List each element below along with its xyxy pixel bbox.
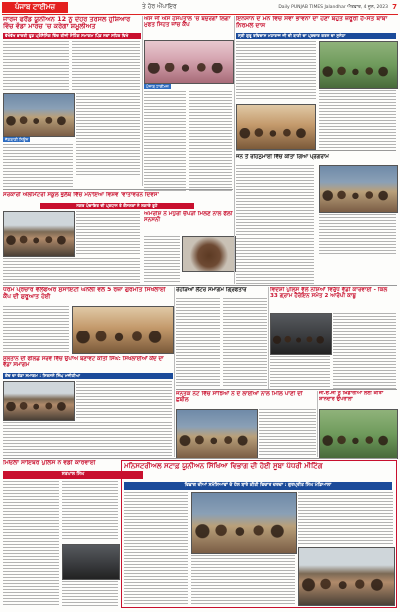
article-1-body-col3 (76, 93, 140, 175)
byline: ਜੱਗਬਾਣੀ ਨਿਊਜ਼ (5, 137, 29, 142)
article-1-headline: ਜਾਰਜ ਫਰੈਂਡ ਯੂਨੀਅਨ 12 ਨੂੰ ਦੋਹਰ ਤਰਸਲ ਹੁਸ਼ਿਆਰ ਵਿੱਚ ਵੱਡਾ ਮਾਰਚ 'ਚ ਕਰੇਗਾ ਸ਼ਮੂਲੀਅਤ (3, 16, 131, 31)
article-14-banner: ਵਿਭਾਗ ਦੀਆਂ ਸਮੱਸਿਆਵਾਂ ਦੇ ਹੱਲ ਬਾਰੇ ਕੀਤੀ ਵਿਚਾਰ ਚਰਚਾ : ਗੁਰਪ੍ਰੀਤ ਸਿੰਘ ਮੰਡਿਆਲਾ (124, 482, 392, 490)
article-1-body-col4 (3, 144, 73, 188)
article-10-headline: ਸੁਲਤਾਨ ਦੀ ਫੀਲਡ ਸਰਵੇ ਵਿੱਚ ਉਪਾਅ ਬਣਾਵਟ ਕੀਤੀ ਸਿੰਘ: ਸਿਖਲਾਈਆਂ ਕੇਂਦ ਦਾ ਵੱਡਾ ਸਮਾਗਮ (3, 356, 164, 369)
article-6-body-col2 (319, 214, 396, 254)
article-4-body (76, 211, 140, 255)
article-3-body-col2 (319, 90, 396, 148)
article-3-headline: ਇਨਸਾਨ ਦੇ ਮਨ ਵਿੱਚ ਸੇਵਾ ਭਾਵਨਾ ਦਾ ਹੋਣਾ ਬਹੁਤ ਜ਼ਰੂਰੀ ਹੈ-ਸੰਤ ਬਾਬਾ ਨਿਰਮਲ ਦਾਸ (236, 16, 388, 29)
article-10-subhead: ਕੇਂਦ ਦਾ ਵੱਡਾ ਸਮਾਗਮ : ਸਿਰਸਨੇ ਸਿੰਘ ਮਜੀਠੀਆ (3, 373, 173, 379)
article-2-headline: ਐਸ ਜੀ ਐਸ ਹਸਪਤਾਲ 'ਚ ਬਜ਼ੁਰਗਾਂ ਲਿਗਾ ਮੁਫਤ ਸਿਹਤ ਜਾਂਚ ਕੈਂਪ (144, 16, 231, 29)
article-1-body-col2 (72, 41, 140, 91)
article-5-body (144, 236, 180, 284)
article-13-body (3, 481, 59, 607)
article-7-body (3, 306, 69, 352)
article-9-body (333, 313, 396, 389)
article-8-headline: ਰੇਹੜਿਆਂ ਲੈਂਟਰ ਸਮਾਗਮ ਗ੍ਰਿਫਤਾਰ (176, 287, 247, 293)
article-12-headline: ਜੀ.ਓ.ਜੀ ਨੂੰ ਖ਼ਿਡਾਰੀਆਂ ਲਈ ਕੀਤਾ ਸ਼ਾਨਦਾਰ ਉਪਰਾਲਾ (319, 391, 384, 402)
article-14-photo-2 (298, 547, 395, 606)
article-8-body (176, 298, 220, 388)
article-4-headline: ਸਰਕਾਰੀ ਐਲੀਮੈਂਟਰੀ ਸਕੂਲ ਭੁਲੱਥ ਵਿੱਚ ਮਨਾਇਆ ਵਿਸ਼ਵ 'ਵਾਤਾਵਰਨ ਦਿਵਸ' (3, 192, 160, 198)
article-13-body-col2 (62, 481, 118, 541)
article-3-subhead: ਸ੍ਰੀ ਗੁਰੂ ਰਵਿਦਾਸ ਮਹਾਰਾਜ ਜੀ ਦੀ ਬਾਣੀ ਦਾ ਪ੍ਰਚਾਰ ਕਰਨ ਦਾ ਸੁਨੇਹਾ (236, 33, 396, 39)
article-13-body-col3 (62, 581, 118, 607)
article-10-body (76, 381, 172, 419)
article-5-photo (182, 236, 236, 272)
article-11-body (259, 409, 316, 457)
article-6-body (236, 165, 314, 235)
article-13-banner: ਸਤਪਾਲ ਸਿੰਘ (3, 471, 143, 479)
article-2-body (144, 91, 186, 191)
page-header (2, 2, 398, 15)
section-label: ਤੇ ਹੋਰ ਐਂਪਾਇਰ (142, 3, 177, 10)
article-12-photo (319, 409, 398, 459)
article-13-photo (62, 544, 120, 580)
article-14-body (124, 492, 188, 604)
masthead-brand: ਪੰਜਾਬ ਟਾਈਮਜ਼ (2, 2, 68, 13)
article-14-body-col2 (191, 555, 295, 604)
article-7-headline: ਧਰਮ ਪ੍ਰਚਾਰ ਵੈਲਫੇਅਰ ਸੁਸਾਇਟੀ ਘਨੌਲੀ ਵੱਲੋਂ 5 ਰੋਜ਼ਾ ਗੁਰਮਤਿ ਸਿਖਲਾਈ ਕੈਂਪ ਦੀ ਸ਼ੁਰੂਆਤ ਹੋਈ (3, 287, 166, 300)
article-13-headline: ਮਿਓਲਾਂ ਸਾਇਬਰ ਪੁਲਿਸ ਨੇ ਵੱਡੀ ਕਾਰਵਾਈ (3, 460, 96, 466)
article-8-body-col2 (223, 298, 267, 388)
article-9-headline: ਵਿਦੇਸ਼ੀ ਪੁਲਿਸ ਵੱਲੋਂ ਨਸ਼ਿਆਂ ਵਿਰੁੱਧ ਵੱਡੀ ਕਾਰਵਾਈ - ਕਿਲੋ 33 ਗ੍ਰਾਮ ਹੈਰੋਇਨ ਸਮੇਤ 2 ਆਰੋਪੀ ਕਾਬੂ (270, 287, 388, 300)
article-1-body (3, 41, 69, 91)
article-4-photo (3, 211, 75, 257)
article-1-subhead: ਵੱਖੋਵੱਖ ਭਾਰਤੀ ਫੂਡ ਪ੍ਰੋਸੈਸਿੰਗ ਵਿੱਚ ਤੀਜੀ ਮੈਟਿੰਗ ਸਮਾਗਮ ਪਿੰਡ ਨਵਾਂ ਸਹਿਰ ਵਿਖੇ (3, 33, 141, 39)
page-number: 7 (392, 3, 397, 11)
article-4-body-col2 (3, 258, 140, 284)
article-4-subhead: ਨਗਰ ਪੰਚਾਇਤ ਦੀ ਪ੍ਰਧਾਨ ਤੇ ਕੌਂਸਲਰਾਂ ਨੇ ਲਗਾਏ ਬੂਟੇ (40, 203, 194, 209)
article-6-body-col3 (236, 238, 314, 284)
date-line: Daily PUNJAB TIMES Jalandhar ਐਤਵਾਰ, 4 ਜੂਨ, 2023 (278, 5, 388, 10)
article-6-headline: ਜਨ ਤੋਂ ਰਹਿਨੁਮਾਈ ਵਿੱਚ ਕੀਤਾ ਗਿਆ ਪ੍ਰੋਗਰਾਮ (236, 154, 329, 160)
article-6-photo (319, 165, 398, 213)
article-3-body (236, 41, 316, 101)
article-2-photo (144, 40, 234, 84)
article-10-body-col2 (3, 422, 172, 457)
article-9-body-col2 (270, 356, 330, 389)
article-14-body-col3 (298, 492, 393, 544)
byline: ਪੰਜਾਬ ਟਾਈਮਜ਼ (146, 84, 169, 89)
article-7-photo (72, 306, 174, 354)
article-3-photo-2 (236, 104, 316, 150)
article-5-headline: ਅਮਰੀਸ਼ ਨੇ ਮਧੁਰੀ ਚੌਪੜੀ ਮਿਲਣ ਨਾਲ ਫੈਲੀ ਸਨਸਨੀ (144, 211, 233, 224)
article-1-photo (3, 93, 75, 137)
article-3-photo (319, 41, 398, 89)
article-2-body-col2 (189, 91, 232, 191)
article-14-photo (191, 492, 297, 554)
article-14-headline: ਮਨਿਸਟਰੀਅਲ ਸਟਾਫ਼ ਯੂਨੀਅਨ ਸਿੱਖਿਆ ਵਿਭਾਗ ਦੀ ਹੋਈ ਸੂਬਾ ਪੱਧਰੀ ਮੀਟਿੰਗ (124, 462, 323, 470)
article-11-headline: ਜਨਤਕ ਨੋਟ ਵਿੱਚ ਸਾਂਝਿਆਂ ਨੇ ਦੋ ਲਾਈਆਂ ਨਾਲ ਮਿਲਿ ਪਾਣੀ ਦੀ ਛਬੀਲ (176, 391, 303, 404)
article-9-photo (270, 313, 332, 355)
article-11-photo (176, 409, 258, 459)
article-10-photo (3, 381, 75, 421)
